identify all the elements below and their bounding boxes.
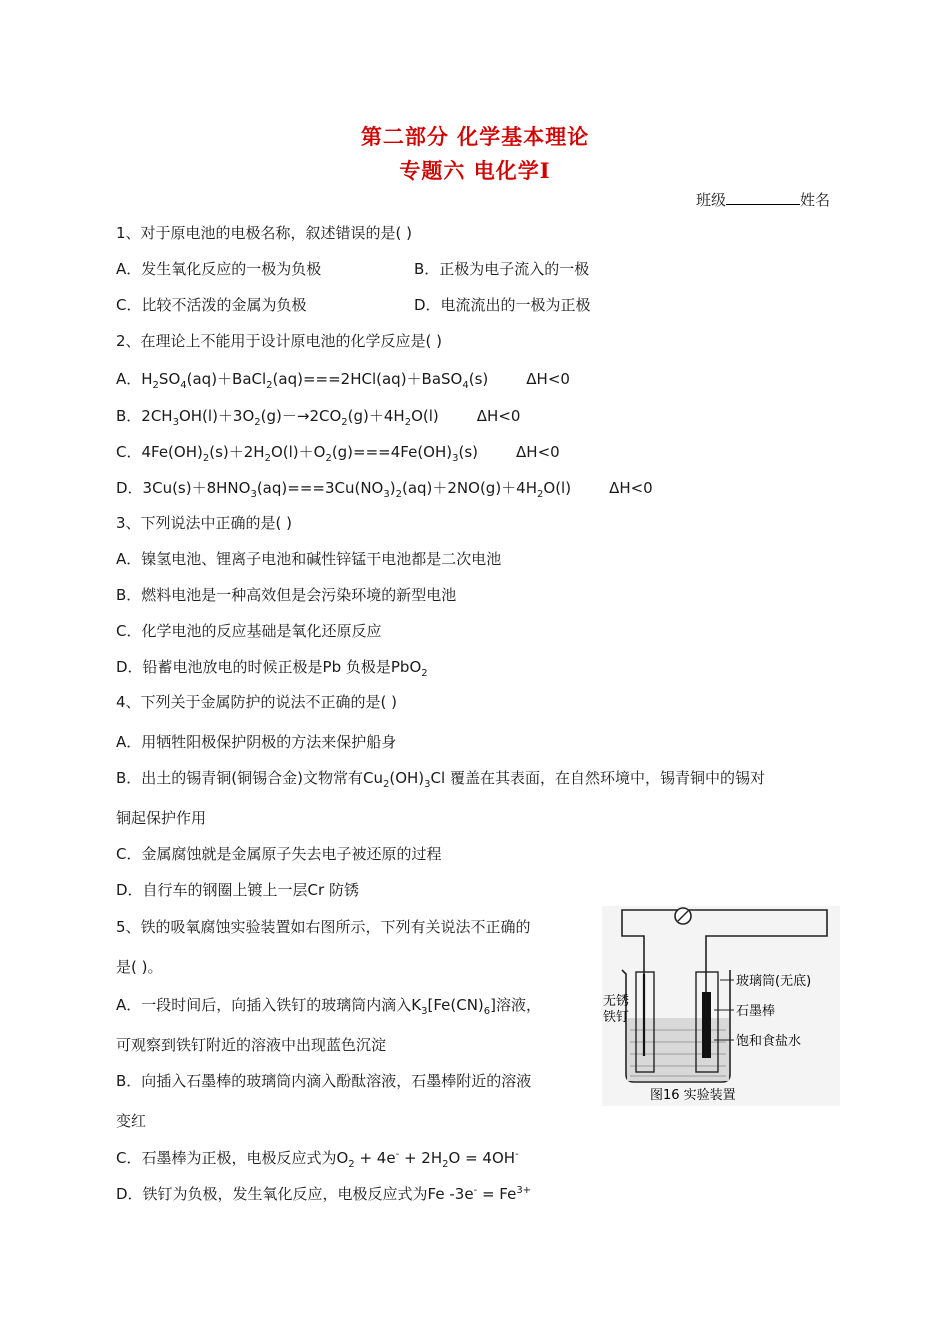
- topic-title: 专题六 电化学Ⅰ: [399, 158, 551, 183]
- q2-option-b: B．$2CH_3OH(l)+3O_2(g)-\to 2CO_2(g)+4H_2O(l)$ ΔH<0: [116, 407, 521, 428]
- label-tube: 玻璃筒(无底): [736, 974, 812, 989]
- q3-option-a: A．镍氢电池、锂离子电池和碱性锌锰干电池都是二次电池: [116, 550, 502, 568]
- class-name-line: [696, 189, 830, 210]
- figure-caption: 图16 实验装置: [650, 1088, 736, 1103]
- q3-option-b: B．燃料电池是一种高效但是会污染环境的新型电池: [116, 586, 457, 604]
- name-label: 姓名: [800, 191, 831, 209]
- q2-d-dh: ΔH<0: [609, 479, 653, 497]
- label-brine: 饱和食盐水: [736, 1034, 802, 1049]
- q1-stem: 1、对于原电池的电极名称，叙述错误的是( ): [116, 224, 413, 242]
- q4-stem: 4、下列关于金属防护的说法不正确的是( ): [116, 693, 398, 711]
- label-nail-2: 铁钉: [603, 1010, 630, 1025]
- class-label: 班级: [696, 191, 727, 209]
- q4-option-c: C．金属腐蚀就是金属原子失去电子被还原的过程: [116, 845, 442, 863]
- q1-option-c: C．比较不活泼的金属为负极: [116, 296, 307, 314]
- q5-option-a-line1: A．一段时间后，向插入铁钉的玻璃筒内滴入$K_3[Fe(CN)_6]$溶液，: [116, 996, 542, 1017]
- q1-option-a: A．发生氧化反应的一极为负极: [116, 260, 322, 278]
- q5-option-c: C．石墨棒为正极，电极反应式为$O_2 + 4e^- + 2H_2O = 4OH^-$: [116, 1149, 519, 1170]
- q3-option-c: C．化学电池的反应基础是氧化还原反应: [116, 622, 382, 640]
- q1-option-b: B．正极为电子流入的一极: [414, 260, 590, 278]
- q5-option-b-line2: 变红: [116, 1112, 147, 1130]
- graphite-rod: [702, 992, 711, 1058]
- q4-option-a: A．用牺牲阳极保护阴极的方法来保护船身: [116, 733, 397, 751]
- apparatus-diagram: [602, 906, 840, 1106]
- q4-option-b-line1: B．出土的锡青铜(铜锡合金)文物常有$Cu_2(OH)_3Cl$ 覆盖在其表面，在自然环境中，锡青铜中的锡对: [116, 769, 765, 790]
- q4-option-b-line2: 铜起保护作用: [116, 809, 207, 827]
- q3-option-d: D．铅蓄电池放电的时候正极是Pb 负极是PbO$_2$: [116, 658, 428, 679]
- q2-a-dh: ΔH<0: [526, 370, 570, 388]
- q5-option-a-line2: 可观察到铁钉附近的溶液中出现蓝色沉淀: [116, 1036, 387, 1054]
- experiment-figure: [602, 906, 840, 1106]
- q5-option-d: D．铁钉为负极，发生氧化反应，电极反应式为Fe $-3e^- = Fe^{3+}$: [116, 1185, 532, 1203]
- label-graphite: 石墨棒: [736, 1004, 776, 1019]
- q5-option-b-line1: B．向插入石墨棒的玻璃筒内滴入酚酞溶液，石墨棒附近的溶液: [116, 1072, 532, 1090]
- q2-b-dh: ΔH<0: [476, 407, 521, 425]
- q2-c-dh: ΔH<0: [516, 443, 560, 461]
- q3-stem: 3、下列说法中正确的是( ): [116, 514, 293, 532]
- q1-option-d: D．电流流出的一极为正极: [414, 296, 591, 314]
- q5-stem-line1: 5、铁的吸氧腐蚀实验装置如右图所示，下列有关说法不正确的: [116, 918, 531, 936]
- part-title: 第二部分 化学基本理论: [360, 124, 590, 149]
- class-blank[interactable]: [726, 192, 800, 205]
- q4-option-d: D．自行车的钢圈上镀上一层Cr 防锈: [116, 881, 359, 899]
- label-nail-1: 无锈: [603, 994, 630, 1009]
- q2-stem: 2、在理论上不能用于设计原电池的化学反应是( ): [116, 332, 443, 350]
- q5-stem-line2: 是( )。: [116, 958, 163, 976]
- q2-option-c: C．$4Fe(OH)_2(s)+2H_2O(l)+O_2(g)===4Fe(OH)_3(s)$ ΔH<0: [116, 443, 560, 464]
- q2-option-a: A．$H_2SO_4(aq)+BaCl_2(aq)===2HCl(aq)+BaSO_4(s)$ ΔH<0: [116, 370, 570, 391]
- q2-option-d: D．$3Cu(s)+8HNO_3(aq)===3Cu(NO_3)_2(aq)+2NO(g)+4H_2O(l)$ ΔH<0: [116, 479, 653, 500]
